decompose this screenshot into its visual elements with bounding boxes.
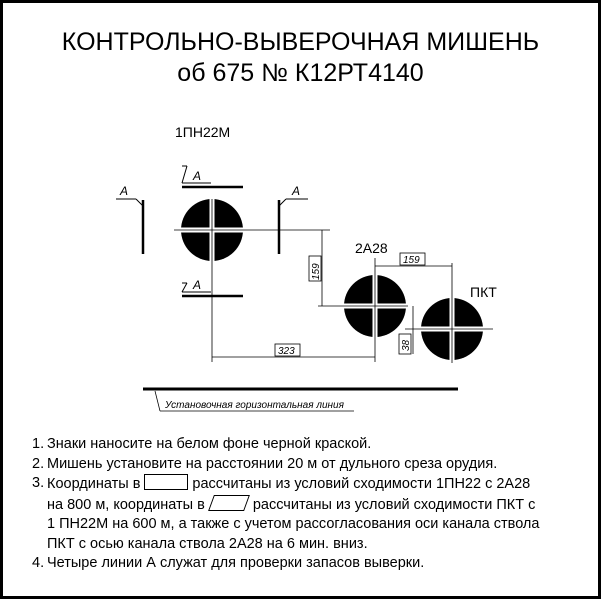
note-number: 3. — [32, 475, 45, 491]
note-number: 1. — [32, 436, 45, 452]
line-a-label: А — [193, 278, 202, 292]
document-subtitle: об 675 № К12РТ4140 — [177, 59, 424, 87]
parallelogram-frame-symbol — [208, 495, 250, 511]
dim-159-h-label: 159 — [403, 255, 420, 266]
line-a-bottom — [182, 278, 243, 296]
line-a-left — [116, 184, 143, 254]
dim-38-label: 38 — [401, 339, 412, 351]
line-a-label: А — [292, 184, 301, 198]
note-text: 1 ПН22М на 600 м, а также с учетом рассогласования оси канала ствола — [47, 516, 540, 532]
rectangle-frame-symbol — [144, 474, 188, 490]
label-1pn22m: 1ПН22М — [175, 124, 231, 140]
note-text: рассчитаны из условий сходимости ПКТ с — [252, 496, 536, 513]
line-a-right — [279, 184, 308, 254]
note-text: Знаки наносите на белом фоне черной краской. — [47, 436, 372, 452]
line-a-label: А — [120, 184, 129, 198]
line-a-label: А — [193, 169, 202, 183]
label-pkt: ПКТ — [470, 284, 497, 300]
dimension-159-vertical — [309, 230, 322, 306]
note-text: рассчитаны из условий сходимости 1ПН22 с 2А28 — [192, 476, 531, 492]
note-1 — [32, 435, 587, 455]
note-text: ПКТ с осью канала ствола 2А28 на 6 мин. вниз. — [47, 535, 368, 552]
note-2 — [32, 455, 587, 475]
note-text: на 800 м, координаты в — [47, 496, 205, 513]
label-2a28: 2А28 — [355, 240, 388, 256]
dim-159-label: 159 — [311, 263, 322, 280]
document-title: КОНТРОЛЬНО-ВЫВЕРОЧНАЯ МИШЕНЬ — [61, 28, 540, 56]
note-3 — [32, 474, 587, 554]
dim-323-label: 323 — [278, 346, 295, 357]
installation-line-label: Установочная горизонтальная линия — [165, 400, 344, 411]
line-a-top — [182, 166, 243, 187]
note-number: 4. — [32, 555, 45, 571]
note-number: 2. — [32, 455, 45, 472]
note-4 — [32, 554, 587, 574]
note-text: Координаты в — [47, 476, 141, 492]
notes-list — [32, 435, 587, 574]
note-text: Мишень установите на расстоянии 20 м от дульного среза орудия. — [47, 455, 498, 472]
installation-horizontal-line — [143, 389, 458, 411]
note-text: Четыре линии А служат для проверки запасов выверки. — [47, 555, 425, 571]
dimension-323 — [212, 344, 375, 357]
